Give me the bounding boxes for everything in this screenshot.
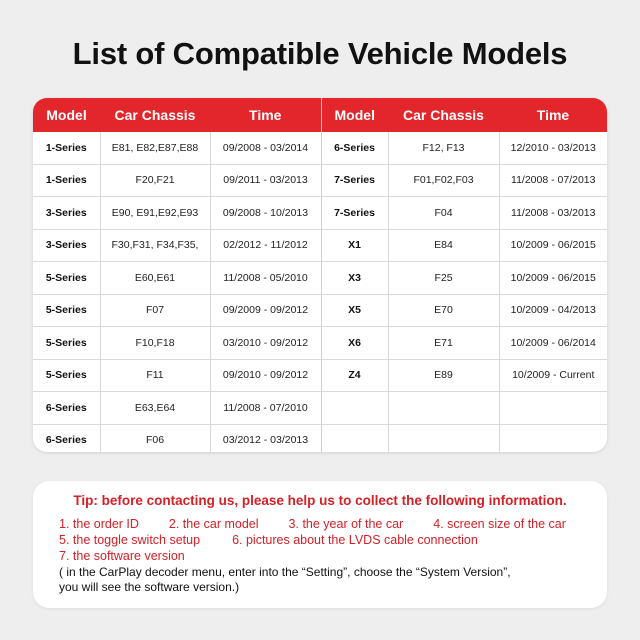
tip-item-screen-size: 4. screen size of the car bbox=[433, 517, 566, 531]
cell-right-time: 10/2009 - 06/2015 bbox=[499, 229, 607, 262]
cell-left-time: 02/2012 - 11/2012 bbox=[210, 229, 321, 262]
cell-left-time: 03/2010 - 09/2012 bbox=[210, 327, 321, 360]
cell-right-model: X3 bbox=[321, 262, 388, 295]
header-time-1: Time bbox=[210, 98, 321, 132]
cell-left-model: 1-Series bbox=[33, 164, 100, 197]
cell-right-model bbox=[321, 392, 388, 425]
cell-left-chassis: F10,F18 bbox=[100, 327, 210, 360]
cell-left-model: 5-Series bbox=[33, 262, 100, 295]
table-row bbox=[33, 164, 607, 197]
cell-right-model: X6 bbox=[321, 327, 388, 360]
cell-left-time: 03/2012 - 03/2013 bbox=[210, 424, 321, 452]
cell-left-chassis: F07 bbox=[100, 294, 210, 327]
tip-line-1 bbox=[59, 517, 566, 531]
cell-left-model: 6-Series bbox=[33, 392, 100, 425]
tip-item-order-id: 1. the order ID bbox=[59, 517, 139, 531]
cell-right-model: X5 bbox=[321, 294, 388, 327]
tip-line-3 bbox=[59, 549, 185, 563]
cell-left-chassis: E60,E61 bbox=[100, 262, 210, 295]
header-model-1: Model bbox=[33, 98, 100, 132]
tip-item-car-model: 2. the car model bbox=[168, 517, 259, 531]
cell-right-model bbox=[321, 424, 388, 452]
table-row bbox=[33, 262, 607, 295]
cell-right-chassis: F12, F13 bbox=[388, 132, 499, 164]
tip-item-toggle-switch: 5. the toggle switch setup bbox=[59, 533, 201, 547]
cell-left-time: 09/2011 - 03/2013 bbox=[210, 164, 321, 197]
cell-left-chassis: E90, E91,E92,E93 bbox=[100, 197, 210, 230]
tip-item-car-year: 3. the year of the car bbox=[288, 517, 404, 531]
table-row bbox=[33, 392, 607, 425]
cell-left-chassis: F11 bbox=[100, 359, 210, 392]
cell-right-chassis: F01,F02,F03 bbox=[388, 164, 499, 197]
cell-left-time: 11/2008 - 07/2010 bbox=[210, 392, 321, 425]
cell-right-model: 6-Series bbox=[321, 132, 388, 164]
cell-right-time: 11/2008 - 03/2013 bbox=[499, 197, 607, 230]
header-chassis-1: Car Chassis bbox=[100, 98, 210, 132]
cell-right-chassis: F04 bbox=[388, 197, 499, 230]
cell-left-chassis: E81, E82,E87,E88 bbox=[100, 132, 210, 164]
header-chassis-2: Car Chassis bbox=[388, 98, 499, 132]
cell-right-time: 11/2008 - 07/2013 bbox=[499, 164, 607, 197]
cell-right-time bbox=[499, 424, 607, 452]
cell-left-chassis: F06 bbox=[100, 424, 210, 452]
cell-right-time: 12/2010 - 03/2013 bbox=[499, 132, 607, 164]
cell-right-time: 10/2009 - Current bbox=[499, 359, 607, 392]
cell-right-model: Z4 bbox=[321, 359, 388, 392]
table-row bbox=[33, 424, 607, 452]
table-row bbox=[33, 359, 607, 392]
table-row bbox=[33, 294, 607, 327]
cell-left-model: 3-Series bbox=[33, 197, 100, 230]
cell-right-time bbox=[499, 392, 607, 425]
cell-right-chassis: E70 bbox=[388, 294, 499, 327]
tip-note-line-1: ( in the CarPlay decoder menu, enter into the “Setting”, choose the “System Version”, bbox=[59, 565, 511, 579]
cell-right-time: 10/2009 - 04/2013 bbox=[499, 294, 607, 327]
table-row bbox=[33, 327, 607, 360]
cell-right-time: 10/2009 - 06/2014 bbox=[499, 327, 607, 360]
cell-right-chassis: E71 bbox=[388, 327, 499, 360]
cell-left-model: 1-Series bbox=[33, 132, 100, 164]
cell-left-time: 11/2008 - 05/2010 bbox=[210, 262, 321, 295]
cell-left-model: 5-Series bbox=[33, 294, 100, 327]
header-model-2: Model bbox=[321, 98, 388, 132]
table-row bbox=[33, 229, 607, 262]
table-row bbox=[33, 132, 607, 164]
cell-left-model: 5-Series bbox=[33, 359, 100, 392]
cell-right-chassis: E89 bbox=[388, 359, 499, 392]
cell-right-chassis bbox=[388, 424, 499, 452]
cell-left-time: 09/2008 - 10/2013 bbox=[210, 197, 321, 230]
cell-right-model: 7-Series bbox=[321, 197, 388, 230]
tip-line-2 bbox=[59, 533, 478, 547]
cell-left-time: 09/2008 - 03/2014 bbox=[210, 132, 321, 164]
table-header-row bbox=[33, 98, 607, 132]
tip-item-software-version: 7. the software version bbox=[59, 549, 185, 563]
cell-left-model: 5-Series bbox=[33, 327, 100, 360]
tip-note-line-2: you will see the software version.) bbox=[59, 580, 240, 594]
cell-right-chassis bbox=[388, 392, 499, 425]
cell-left-time: 09/2009 - 09/2012 bbox=[210, 294, 321, 327]
cell-left-chassis: F30,F31, F34,F35, bbox=[100, 229, 210, 262]
cell-right-model: 7-Series bbox=[321, 164, 388, 197]
cell-left-model: 6-Series bbox=[33, 424, 100, 452]
cell-left-model: 3-Series bbox=[33, 229, 100, 262]
cell-right-time: 10/2009 - 06/2015 bbox=[499, 262, 607, 295]
tip-box bbox=[33, 481, 607, 608]
tip-heading: Tip: before contacting us, please help us to collect the following information. bbox=[73, 493, 567, 508]
cell-right-model: X1 bbox=[321, 229, 388, 262]
header-time-2: Time bbox=[499, 98, 607, 132]
page-title: List of Compatible Vehicle Models bbox=[72, 36, 568, 71]
table-row bbox=[33, 197, 607, 230]
cell-left-chassis: E63,E64 bbox=[100, 392, 210, 425]
cell-right-chassis: E84 bbox=[388, 229, 499, 262]
compatibility-table bbox=[33, 98, 607, 452]
cell-left-time: 09/2010 - 09/2012 bbox=[210, 359, 321, 392]
cell-right-chassis: F25 bbox=[388, 262, 499, 295]
tip-item-lvds-pictures: 6. pictures about the LVDS cable connection bbox=[232, 533, 478, 547]
cell-left-chassis: F20,F21 bbox=[100, 164, 210, 197]
